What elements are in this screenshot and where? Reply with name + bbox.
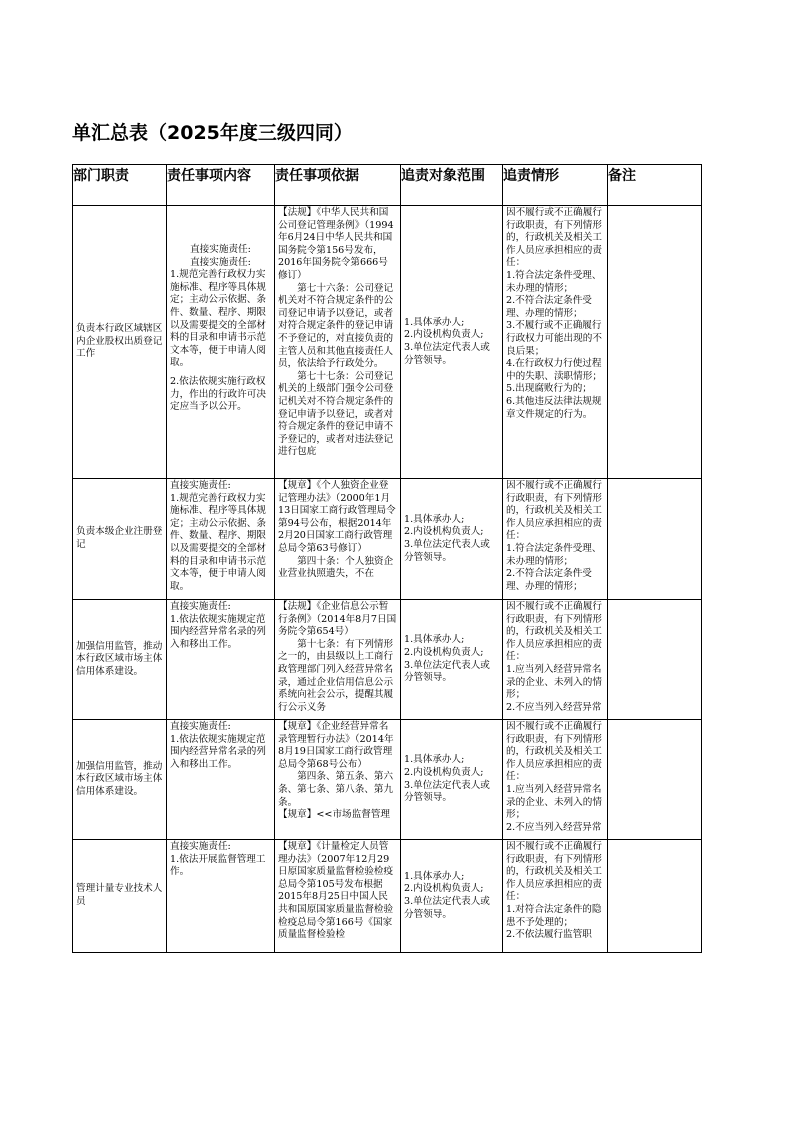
scope-line: 3.单位法定代表人或分管领导。 <box>404 342 490 366</box>
duty-text: 负责本级企业注册登记 <box>76 526 163 550</box>
header-basis: 责任事项依据 <box>275 165 401 206</box>
situation-line: 因不履行或不正确履行行政职责，有下列情形的，行政机关及相关工作人员应承担相应的责任： <box>506 841 602 903</box>
scope-line: 2.内设机构负责人; <box>404 646 484 658</box>
scope-line: 2.内设机构负责人; <box>404 526 484 538</box>
duty-cell <box>73 840 167 953</box>
basis-cell <box>275 600 401 720</box>
scope-line: 1.具体承办人; <box>404 316 465 328</box>
table-row <box>73 479 702 600</box>
content-line: 2.依法依规实施行政权力，作出的行政许可决定应当予以公开。 <box>170 375 266 413</box>
duty-text: 加强信用监管，推动本行政区域市场主体信用体系建设。 <box>76 640 163 677</box>
note-text <box>608 840 701 952</box>
basis-line: 【规章】《计量检定人员管理办法》（2007年12月29日原国家质量监督检验检疫总局令第105号发布根据2015年8月25日中国人民共和国原国家质量监督检验检疫总局令第166号《国家质量监督检验检 <box>278 841 394 941</box>
scope-line: 2.内设机构负责人; <box>404 883 484 895</box>
table-row <box>73 720 702 840</box>
scope-line: 1.具体承办人; <box>404 754 465 766</box>
duty-text: 加强信用监管，推动本行政区域市场主体信用体系建设。 <box>76 760 163 797</box>
situation-line: 4.在行政权力行使过程中的失职、渎职情形； <box>506 358 602 382</box>
duty-cell <box>73 479 167 600</box>
situation-line: 1.应当列入经营异常名录的企业、未列入的情形； <box>506 663 602 701</box>
scope-cell <box>401 206 503 479</box>
duty-text: 负责本行政区域辖区内企业股权出质登记工作 <box>76 323 163 360</box>
situation-line: 5.出现腐败行为的； <box>506 383 592 395</box>
duty-cell <box>73 720 167 840</box>
note-text <box>608 720 701 839</box>
header-row <box>73 165 702 206</box>
situation-line: 1.符合法定条件受理、未办理的情形； <box>506 269 602 294</box>
basis-line: 第七十六条：公司登记机关对不符合规定条件的公司登记申请予以登记，或者对符合规定条件的登记申请不予登记的，对直接负责的主管人员和其他直接责任人员，依法给予行政处分。 <box>278 282 394 370</box>
scope-line: 3.单位法定代表人或分管领导。 <box>404 539 490 563</box>
scope-line: 3.单位法定代表人或分管领导。 <box>404 779 490 804</box>
situation-cell <box>503 479 608 600</box>
scope-line: 1.具体承办人; <box>404 634 465 646</box>
situation-line: 2.不应当列入经营异常 <box>506 821 602 833</box>
basis-line: 【法规】《企业信息公示暂行条例》（2014年8月7日国务院令第654号） <box>278 601 397 638</box>
content-line: 直接实施责任: <box>190 244 251 255</box>
note-text <box>608 206 701 478</box>
duty-cell <box>73 600 167 720</box>
scope-line: 1.具体承办人; <box>404 513 465 525</box>
scope-line: 3.单位法定代表人或分管领导。 <box>404 896 490 920</box>
duty-text: 管理计量专业技术人员 <box>76 883 163 907</box>
basis-line: 第四十条：个人独资企业营业执照遗失，不在 <box>278 555 394 580</box>
table-row <box>73 206 702 479</box>
situation-cell <box>503 206 608 479</box>
basis-line: 【规章】<<市场监督管理 <box>278 809 391 821</box>
scope-line: 3.单位法定代表人或分管领导。 <box>404 659 490 684</box>
content-cell <box>167 840 275 953</box>
situation-line: 2.不应当列入经营异常 <box>506 701 602 713</box>
scope-line: 1.具体承办人; <box>404 870 465 882</box>
basis-line: 第四条、第五条、第六条、第七条、第八条、第九条。 <box>278 771 394 808</box>
situation-cell <box>503 600 608 720</box>
content-cell <box>167 720 275 840</box>
note-cell <box>608 840 702 953</box>
content-cell <box>167 206 275 479</box>
basis-cell <box>275 720 401 840</box>
basis-cell <box>275 840 401 953</box>
situation-line: 因不履行或不正确履行行政职责，有下列情形的，行政机关及相关工作人员应承担相应的责任： <box>506 721 602 783</box>
header-scope: 追责对象范围 <box>401 165 503 206</box>
scope-cell <box>401 600 503 720</box>
situation-line: 1.对符合法定条件的隐患不予处理的； <box>506 903 602 928</box>
duty-cell <box>73 206 167 479</box>
basis-line: 第十七条：有下列情形之一的，由县级以上工商行政管理部门列入经营异常名录，通过企业信用信息公示系统向社会公示，提醒其履行公示义务 <box>278 638 394 713</box>
basis-line: 【规章】《企业经营异常名录管理暂行办法》（2014年8月19日国家工商行政管理总局令第68号公布） <box>278 721 394 770</box>
table-row <box>73 600 702 720</box>
content-line: 直接实施责任: <box>170 721 231 732</box>
situation-line: 1.符合法定条件受理、未办理的情形； <box>506 542 602 567</box>
content-line: 1.规范完善行政权力实施标准、程序等具体规定；主动公示依据、条件、数量、程序、期限以及需要提交的全部材料的目录和申请书示范文本等，便于申请人阅取。 <box>170 492 266 592</box>
note-cell <box>608 720 702 840</box>
basis-line: 第七十七条：公司登记机关的上级部门强令公司登记机关对不符合规定条件的登记申请予以登记，或者对符合规定条件的登记申请不予登记的，或者对违法登记进行包庇 <box>278 370 394 458</box>
responsibility-table <box>72 164 702 953</box>
basis-line: 【法规】《中华人民共和国公司登记管理条例》（1994年6月24日中华人民共和国国务院令第156号发布，2016年国务院令第666号修订） <box>278 207 394 281</box>
situation-line: 因不履行或不正确履行行政职责，有下列情形的，行政机关及相关工作人员应承担相应的责任： <box>506 601 602 663</box>
scope-cell <box>401 840 503 953</box>
content-line: 直接实施责任: <box>170 841 231 852</box>
header-duty: 部门职责 <box>73 165 167 206</box>
content-line: 直接实施责任: <box>170 601 231 612</box>
header-situation: 追责情形 <box>503 165 608 206</box>
content-line: 直接实施责任: <box>190 256 251 268</box>
note-cell <box>608 600 702 720</box>
content-line: 1.依法开展监督管理工作。 <box>170 853 266 878</box>
situation-line: 1.应当列入经营异常名录的企业、未列入的情形； <box>506 783 602 821</box>
header-note: 备注 <box>608 165 702 206</box>
situation-cell <box>503 720 608 840</box>
scope-line: 2.内设机构负责人; <box>404 329 484 341</box>
note-cell <box>608 206 702 479</box>
situation-line: 6.其他违反法律法规规章文件规定的行为。 <box>506 395 602 420</box>
scope-cell <box>401 479 503 600</box>
note-text <box>608 479 701 599</box>
situation-line: 3.不履行或不正确履行行政权力可能出现的不良后果； <box>506 320 602 357</box>
content-line: 直接实施责任: <box>170 480 231 491</box>
note-cell <box>608 479 702 600</box>
page-title: 单汇总表（2025年度三级四同） <box>72 122 353 144</box>
basis-cell <box>275 479 401 600</box>
situation-cell <box>503 840 608 953</box>
situation-line: 2.不依法履行监管职 <box>506 929 592 941</box>
content-cell <box>167 479 275 600</box>
content-line: 1.规范完善行政权力实施标准、程序等具体规定；主动公示依据、条件、数量、程序、期限以及需要提交的全部材料的目录和申请书示范文本等，便于申请人阅取。 <box>170 269 266 369</box>
scope-line: 2.内设机构负责人; <box>404 766 484 778</box>
content-line: 1.依法依规实施规定范围内经营异常名录的列入和移出工作。 <box>170 733 266 770</box>
basis-cell <box>275 206 401 479</box>
table-row <box>73 840 702 953</box>
basis-line: 【规章】《个人独资企业登记管理办法》（2000年1月13日国家工商行政管理局令第94号公布，根据2014年2月20日国家工商行政管理总局令第63号修订） <box>278 480 396 554</box>
situation-line: 2.不符合法定条件受理、办理的情形； <box>506 568 592 592</box>
situation-line: 2.不符合法定条件受理、办理的情形； <box>506 295 592 319</box>
header-content: 责任事项内容 <box>167 165 275 206</box>
content-line: 1.依法依规实施规定范围内经营异常名录的列入和移出工作。 <box>170 613 266 650</box>
content-cell <box>167 600 275 720</box>
situation-line: 因不履行或不正确履行行政职责，有下列情形的，行政机关及相关工作人员应承担相应的责任： <box>506 480 602 542</box>
situation-line: 因不履行或不正确履行行政职责，有下列情形的，行政机关及相关工作人员应承担相应的责任： <box>506 207 602 269</box>
scope-cell <box>401 720 503 840</box>
note-text <box>608 600 701 719</box>
